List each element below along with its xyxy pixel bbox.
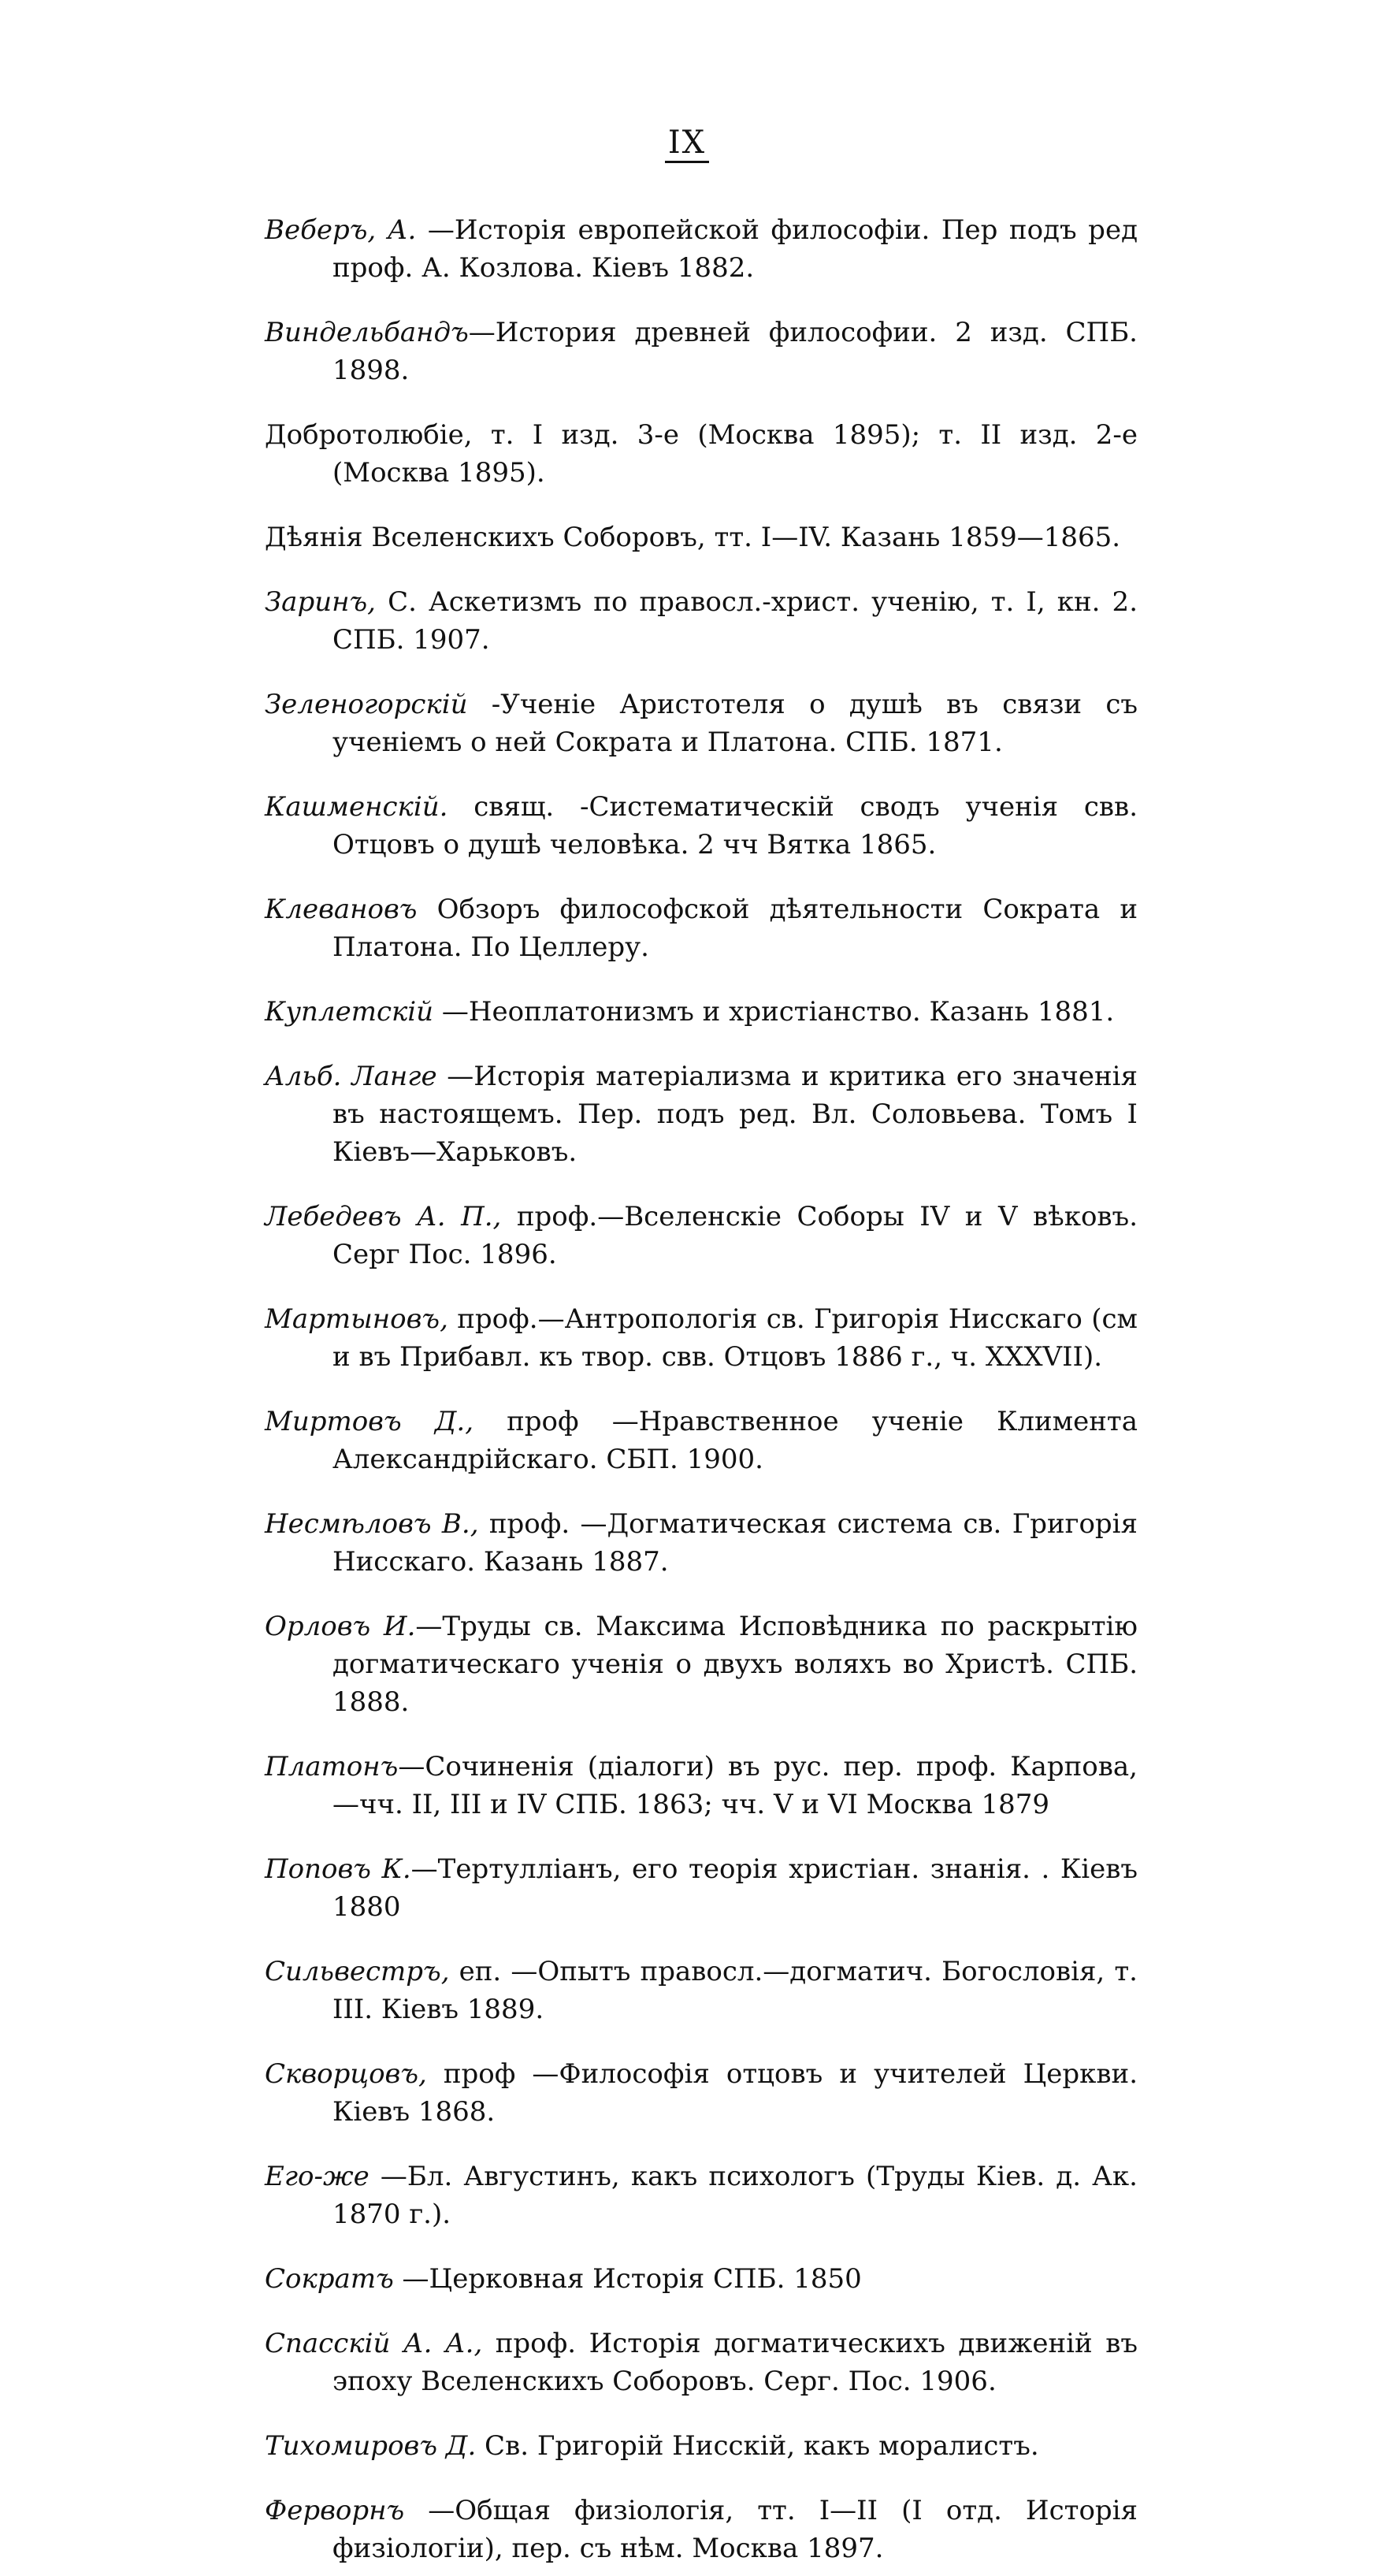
entry-author: Орловъ И. — [265, 1611, 416, 1642]
entry-author: Кашменскій. — [265, 791, 448, 823]
bibliography-entry — [265, 993, 1138, 1031]
entry-text: Обзоръ философской дѣятельности Сократа и Платона. По Целлеру. — [332, 894, 1138, 963]
entry-author: Ферворнъ — [265, 2495, 405, 2526]
entry-text: -Ученіе Аристотеля о душѣ въ связи съ ученіемъ о ней Сократа и Платона. СПБ. 1871. — [332, 689, 1138, 758]
bibliography-entry — [265, 1300, 1138, 1376]
bibliography-entry — [265, 2055, 1138, 2131]
bibliography-entry — [265, 2260, 1138, 2298]
entry-author: Мартыновъ, — [265, 1303, 448, 1335]
entry-text: —История древней философии. 2 изд. СПБ. 1898. — [332, 317, 1138, 386]
bibliography-entry — [265, 1505, 1138, 1581]
entry-text: Св. Григорій Нисскій, какъ моралистъ. — [476, 2430, 1039, 2462]
entry-author: Тихомировъ Д. — [265, 2430, 477, 2462]
entry-text: —Бл. Августинъ, какъ психологъ (Труды Кіев. д. Ак. 1870 г.). — [332, 2161, 1138, 2230]
entry-text: —Сочиненія (діалоги) въ рус. пер. проф. Карпова, —чч. II, III и IV СПБ. 1863; чч. V и VI Москва 1879 — [332, 1751, 1138, 1820]
entry-author: Сильвестръ, — [265, 1956, 450, 1987]
entry-author: Заринъ, — [265, 586, 376, 618]
entry-text: —Тертулліанъ, его теорія христіан. знанія. . Кіевъ 1880 — [332, 1853, 1138, 1923]
entry-text: Добротолюбіе, т. I изд. 3-е (Москва 1895); т. II изд. 2-е (Москва 1895). — [265, 419, 1138, 489]
page-number — [0, 125, 1374, 163]
bibliography-list — [265, 184, 1138, 2576]
entry-text: проф —Нравственное ученіе Климента Александрійскаго. СБП. 1900. — [332, 1406, 1138, 1475]
bibliography-entry — [265, 314, 1138, 389]
entry-author: Скворцовъ, — [265, 2058, 427, 2090]
bibliography-entry — [265, 788, 1138, 864]
entry-author: Миртовъ Д., — [265, 1406, 474, 1437]
entry-author: Поповъ К. — [265, 1853, 411, 1885]
entry-text: проф.—Антропологія св. Григорія Нисскаго (см и въ Прибавл. къ твор. свв. Отцовъ 1886 г., ч. XXXVII). — [332, 1303, 1138, 1373]
entry-text: еп. —Опытъ правосл.—догматич. Богословія, т. III. Кіевъ 1889. — [332, 1956, 1138, 2025]
entry-text: —Исторія матеріализма и критика его значенія въ настоящемъ. Пер. подъ ред. Вл. Соловьева. Томъ I Кіевъ—Харьковъ. — [332, 1061, 1138, 1168]
entry-text: —Исторія европейской философіи. Пер подъ ред проф. А. Козлова. Кіевъ 1882. — [332, 214, 1138, 284]
bibliography-entry — [265, 583, 1138, 659]
entry-author: Спасскій А. А., — [265, 2328, 483, 2359]
entry-author: Альб. Ланге — [265, 1061, 437, 1092]
bibliography-entry — [265, 416, 1138, 492]
entry-author: Платонъ — [265, 1751, 399, 1782]
bibliography-entry — [265, 2325, 1138, 2400]
bibliography-entry — [265, 1198, 1138, 1273]
entry-text: свящ. -Систематическій сводъ ученія свв. Отцовъ о душѣ человѣка. 2 чч Вятка 1865. — [332, 791, 1138, 861]
entry-author: Веберъ, А. — [265, 214, 417, 246]
bibliography-entry — [265, 2492, 1138, 2567]
entry-author: Сократъ — [265, 2263, 394, 2295]
page-number-text: IX — [665, 125, 709, 163]
entry-text: С. Аскетизмъ по правосл.-христ. ученію, т. I, кн. 2. СПБ. 1907. — [332, 586, 1138, 656]
bibliography-entry — [265, 2427, 1138, 2465]
bibliography-entry — [265, 686, 1138, 761]
bibliography-entry — [265, 890, 1138, 966]
entry-text: —Неоплатонизмъ и христіанство. Казань 1881. — [433, 996, 1115, 1028]
entry-author: Его-же — [265, 2161, 369, 2192]
bibliography-entry — [265, 1748, 1138, 1823]
bibliography-entry — [265, 1608, 1138, 1721]
entry-author: Виндельбандъ — [265, 317, 469, 348]
bibliography-entry — [265, 1850, 1138, 1926]
entry-text: проф. —Догматическая система св. Григорія Нисскаго. Казань 1887. — [332, 1508, 1138, 1578]
entry-text: проф.—Вселенскіе Соборы IV и V вѣковъ. Серг Пос. 1896. — [332, 1201, 1138, 1270]
bibliography-entry — [265, 1403, 1138, 1478]
entry-text: проф. Исторія догматическихъ движеній въ эпоху Вселенскихъ Соборовъ. Серг. Пос. 1906. — [332, 2328, 1138, 2397]
bibliography-entry — [265, 1058, 1138, 1171]
entry-author: Куплетскій — [265, 996, 434, 1028]
bibliography-entry — [265, 2158, 1138, 2233]
entry-text: —Труды св. Максима Исповѣдника по раскрытію догматическаго ученія о двухъ воляхъ во Христѣ. СПБ. 1888. — [332, 1611, 1138, 1718]
entry-author: Клевановъ — [265, 894, 418, 925]
entry-text: —Общая физіологія, тт. I—II (I отд. Исторія физіологіи), пер. съ нѣм. Москва 1897. — [332, 2495, 1138, 2564]
entry-text: проф —Философія отцовъ и учителей Церкви. Кіевъ 1868. — [332, 2058, 1138, 2128]
entry-author: Зеленогорскій — [265, 689, 468, 720]
entry-text: —Церковная Исторія СПБ. 1850 — [393, 2263, 862, 2295]
entry-text: Дѣянія Вселенскихъ Соборовъ, тт. I—IV. Казань 1859—1865. — [265, 522, 1121, 553]
entry-author: Несмѣловъ В., — [265, 1508, 479, 1540]
entry-author: Лебедевъ А. П., — [265, 1201, 502, 1232]
bibliography-entry — [265, 1953, 1138, 2028]
bibliography-entry — [265, 211, 1138, 287]
bibliography-entry — [265, 519, 1138, 556]
